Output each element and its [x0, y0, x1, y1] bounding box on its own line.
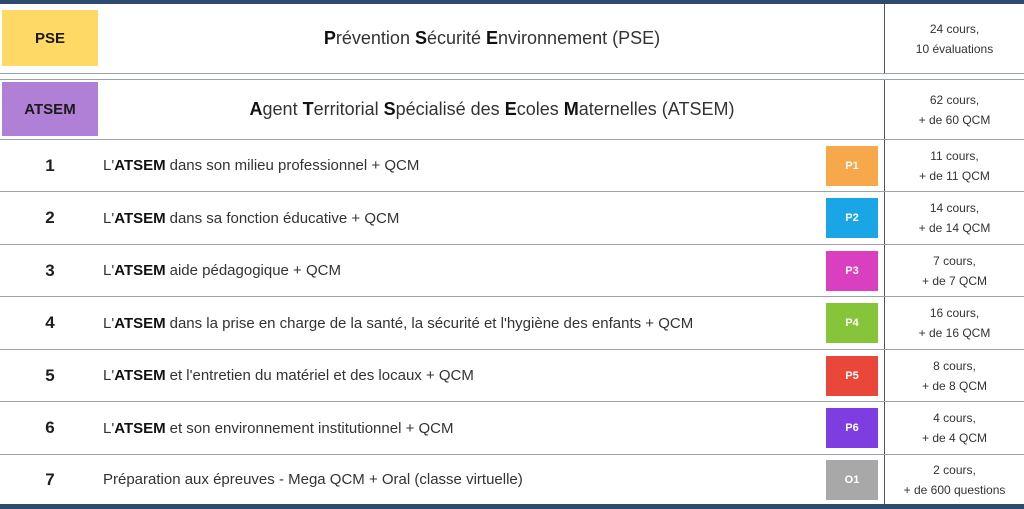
table-row: [0, 455, 1024, 504]
table-row: [0, 140, 1024, 192]
module-tag: P2: [826, 198, 878, 238]
module-number: 6: [45, 418, 55, 437]
module-number: 3: [45, 260, 55, 280]
code-badge-atsem: [2, 82, 98, 136]
module-label: L' ATSEM dans la prise en charge de la santé, la sécurité et l'hygiène des enfants + QCM: [103, 314, 694, 332]
module-label: L' ATSEM dans son milieu professionnel + QCM: [103, 157, 420, 174]
module-tag: P3: [826, 251, 878, 291]
table-row-atsem: [0, 80, 1024, 140]
count-cell: 4 cours, + de 4 QCM: [884, 402, 1024, 454]
module-number: 4: [45, 313, 55, 332]
count-cell: 7 cours, + de 7 QCM: [884, 245, 1024, 296]
count-cell: 8 cours, + de 8 QCM: [884, 350, 1024, 401]
table-row: [0, 192, 1024, 245]
row-title-pse: [100, 4, 884, 73]
module-tag: O1: [826, 460, 878, 500]
module-number: 7: [45, 469, 55, 489]
table-row: [0, 245, 1024, 297]
module-tag: P5: [826, 356, 878, 396]
module-tag: P4: [826, 303, 878, 343]
module-number: 5: [45, 365, 55, 385]
count-cell: 14 cours, + de 14 QCM: [884, 192, 1024, 244]
count-cell: 11 cours, + de 11 QCM: [884, 140, 1024, 191]
module-number: 1: [45, 155, 55, 175]
count-cell: 16 cours, + de 16 QCM: [884, 297, 1024, 349]
module-label: Préparation aux épreuves - Mega QCM + Oral (classe virtuelle): [103, 471, 523, 488]
module-tag: P1: [826, 146, 878, 186]
title-text: Agent Territorial Spécialisé des Ecoles Maternelles (ATSEM): [249, 99, 735, 119]
code-badge-pse: [2, 10, 98, 66]
table-row: [0, 350, 1024, 402]
module-tag: P6: [826, 408, 878, 448]
code-label: PSE: [34, 29, 65, 47]
row-title-atsem: [100, 80, 884, 139]
module-label: L' ATSEM et son environnement institutionnel + QCM: [103, 419, 454, 437]
module-number: 2: [45, 208, 55, 227]
code-label: ATSEM: [24, 100, 76, 118]
module-label: L' ATSEM aide pédagogique + QCM: [103, 262, 341, 279]
count-cell-pse: 24 cours, 10 évaluations: [884, 4, 1024, 73]
title-text: Prévention Sécurité Environnement (PSE): [323, 28, 661, 48]
table-row-pse: [0, 4, 1024, 74]
module-label: L' ATSEM et l'entretien du matériel et des locaux + QCM: [103, 367, 474, 384]
module-label: L' ATSEM dans sa fonction éducative + QCM: [103, 209, 400, 227]
row-separator: [0, 74, 1024, 80]
table-row: [0, 297, 1024, 350]
table-row: [0, 402, 1024, 455]
count-cell-atsem: 62 cours, + de 60 QCM: [884, 80, 1024, 139]
count-cell: 2 cours, + de 600 questions: [884, 455, 1024, 504]
